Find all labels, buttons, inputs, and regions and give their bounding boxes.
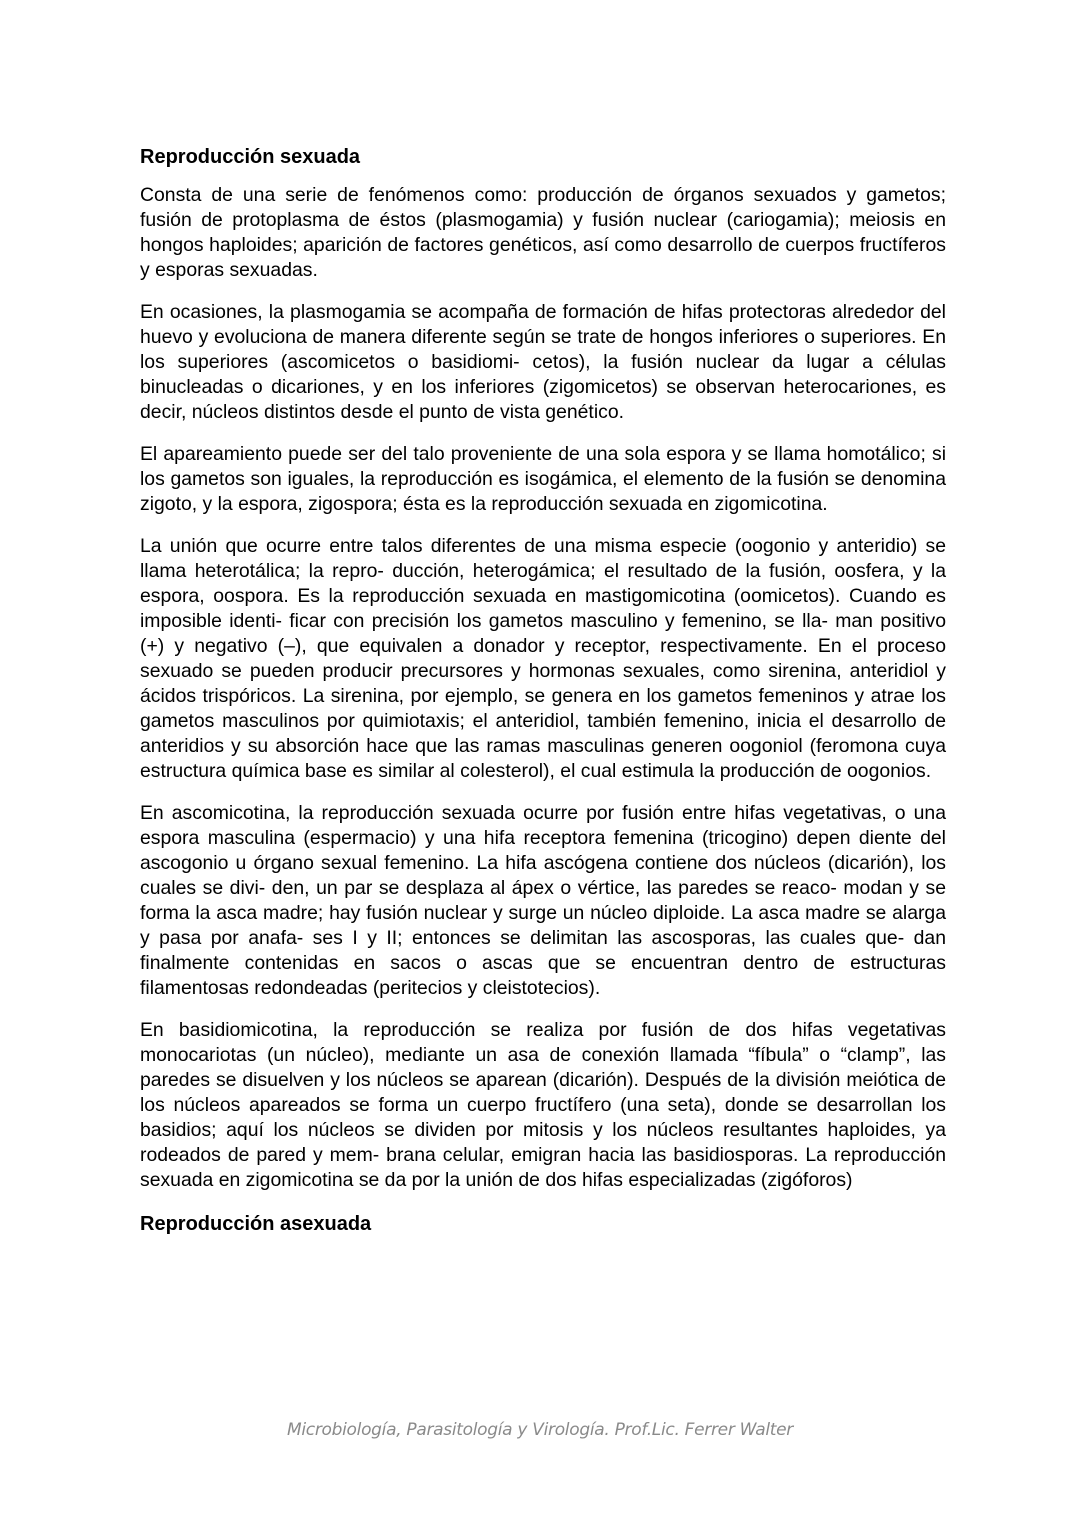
- document-body: [140, 144, 946, 1250]
- paragraph-6: En basidiomicotina, la reproducción se realiza por fusión de dos hifas vegetativas monocariotas (un núcleo), mediante un asa de conexión llamada “fíbula” o “clamp”, las paredes se disuelven y los núcleos se aparean (dicarión). Después de la división meiótica de los núcleos apareados se forma un cuerpo fructífero (una seta), donde se desarrollan los basidios; aquí los núcleos se dividen por mitosis y los núcleos resultantes haploides, ya rodeados de pared y mem- brana celular, emigran hacia las basidiosporas. La reproducción sexuada en zigomicotina se da por la unión de dos hifas especializadas (zigóforos): [140, 1019, 946, 1191]
- section-heading-sexual-reproduction: Reproducción sexuada: [140, 146, 361, 168]
- page-footer: Microbiología, Parasitología y Virología. Prof.Lic. Ferrer Walter: [287, 1420, 793, 1440]
- paragraph-3: El apareamiento puede ser del talo proveniente de una sola espora y se llama homotálico; si los gametos son iguales, la reproducción es isogámica, el elemento de la fusión se denomina zigoto, y la espora, zigospora; ésta es la reproducción sexuada en zigomicotina.: [140, 443, 946, 515]
- paragraph-1: Consta de una serie de fenómenos como: producción de órganos sexuados y gametos; fusión de protoplasma de éstos (plasmogamia) y fusión nuclear (cariogamia); meiosis en hongos haploides; aparición de factores genéticos, así como desarrollo de cuerpos fructíferos y esporas sexuadas.: [140, 184, 946, 281]
- paragraph-2: En ocasiones, la plasmogamia se acompaña de formación de hifas protectoras alrededor del huevo y evoluciona de manera diferente según se trate de hongos inferiores o superiores. En los superiores (ascomicetos o basidiomi- cetos), la fusión nuclear da lugar a células binucleadas o dicariones, y en los inferiores (zigomicetos) se observan heterocariones, es decir, núcleos distintos desde el punto de vista genético.: [140, 301, 946, 423]
- section-heading-asexual-reproduction: Reproducción asexuada: [140, 1213, 372, 1235]
- paragraph-4: La unión que ocurre entre talos diferentes de una misma especie (oogonio y anteridio) se llama heterotálica; la repro- ducción, heterogámica; el resultado de la fusión, oosfera, y la espora, oospora. Es la reproducción sexuada en mastigomicotina (oomicetos). Cuando es imposible identi- ficar con precisión los gametos masculino y femenino, se lla- man positivo (+) y negativo (–), que equivalen a donador y receptor, respectivamente. En el proceso sexuado se pueden producir precursores y hormonas sexuales, como sirenina, anteridiol y ácidos trispóricos. La sirenina, por ejemplo, se genera en los gametos femeninos y atrae los gametos masculinos por quimiotaxis; el anteridiol, también femenino, inicia el desarrollo de anteridios y su absorción hace que las ramas masculinas generen oogoniol (feromona cuya estructura química base es similar al colesterol), el cual estimula la producción de oogonios.: [140, 535, 946, 782]
- paragraph-5: En ascomicotina, la reproducción sexuada ocurre por fusión entre hifas vegetativas, o una espora masculina (espermacio) y una hifa receptora femenina (tricogino) depen diente del ascogonio u órgano sexual femenino. La hifa ascógena contiene dos núcleos (dicarión), los cuales se divi- den, un par se desplaza al ápex o vértice, las paredes se reaco- modan y se forma la asca madre; hay fusión nuclear y surge un núcleo diploide. La asca madre se alarga y pasa por anafa- ses I y II; entonces se delimitan las ascosporas, las cuales que- dan finalmente contenidas en sacos o ascas que se encuentran dentro de estructuras filamentosas redondeadas (peritecios y cleistotecios).: [140, 802, 946, 999]
